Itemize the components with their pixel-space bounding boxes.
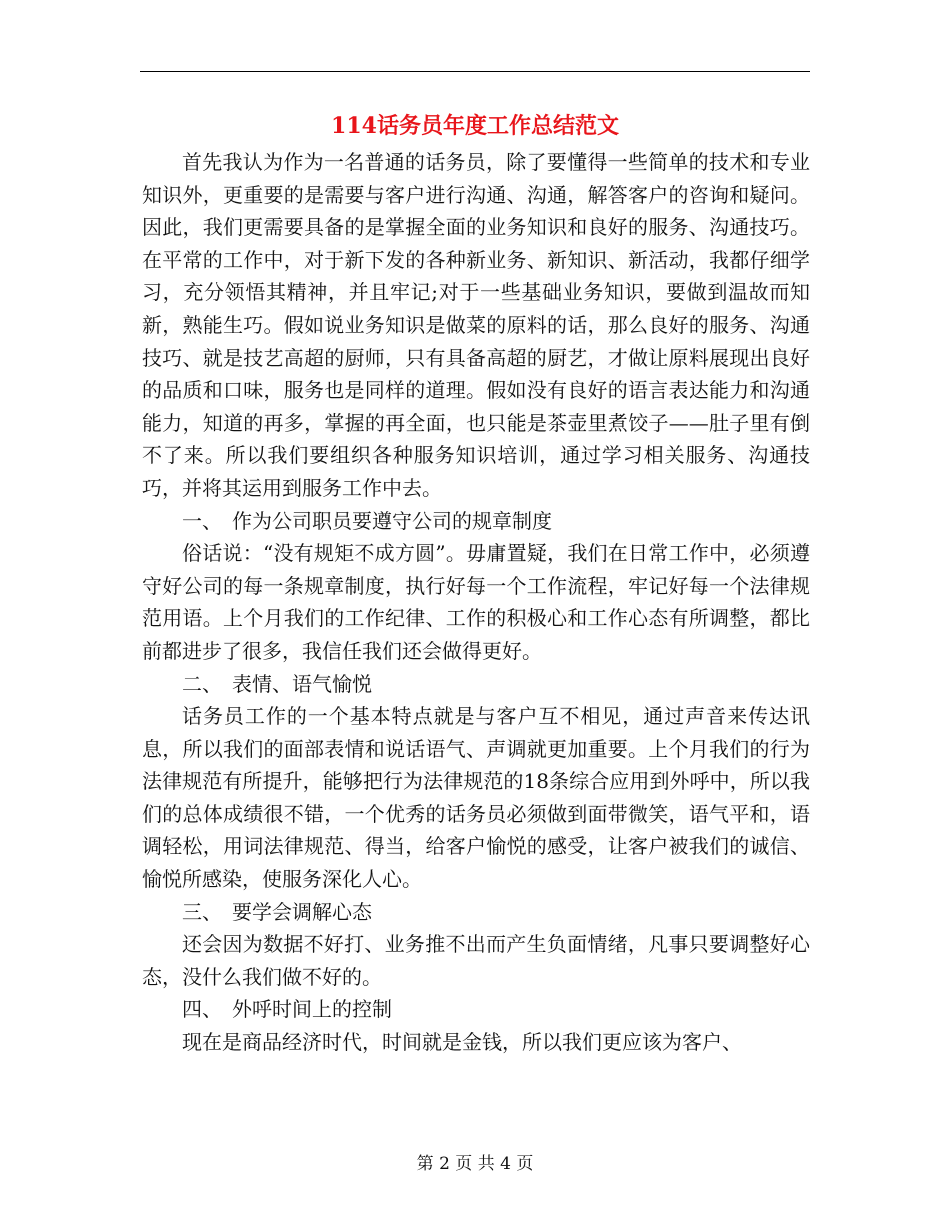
- paragraph-4: 现在是商品经济时代，时间就是金钱，所以我们更应该为客户、: [182, 1030, 742, 1055]
- paragraph-1: 俗话说：“没有规矩不成方圆”。毋庸置疑，我们在日常工作中，必须遵守好公司的每一条规章制度，执行好每一个工作流程，牢记好每一个法律规范用语。上个月我们的工作纪律、工作的积极心和工作心态有所调整，都比前都进步了很多，我信任我们还会做得更好。: [142, 541, 810, 663]
- section-heading-3: 三、 要学会调解心态: [182, 899, 372, 924]
- document-body: [142, 146, 810, 1059]
- section-heading-4: 四、 外呼时间上的控制: [182, 997, 392, 1022]
- header-rule: [140, 71, 810, 72]
- paragraph-intro: 首先我认为作为一名普通的话务员，除了要懂得一些简单的技术和专业知识外，更重要的是需要与客户进行沟通、沟通，解答客户的咨询和疑问。因此，我们更需要具备的是掌握全面的业务知识和良好的服务、沟通技巧。在平常的工作中，对于新下发的各种新业务、新知识、新活动，我都仔细学习，充分领悟其精神，并且牢记;对于一些基础业务知识，要做到温故而知新，熟能生巧。假如说业务知识是做菜的原料的话，那么良好的服务、沟通技巧、就是技艺高超的厨师，只有具备高超的厨艺，才做让原料展现出良好的品质和口味，服务也是同样的道理。假如没有良好的语言表达能力和沟通能力，知道的再多，掌握的再全面，也只能是茶壶里煮饺子——肚子里有倒不了来。所以我们要组织各种服务知识培训，通过学习相关服务、沟通技巧，并将其运用到服务工作中去。: [142, 150, 810, 500]
- document-title: 114话务员年度工作总结范文: [331, 113, 619, 139]
- page-number: 第 2 页 共 4 页: [416, 1154, 534, 1174]
- section-heading-2: 二、 表情、语气愉悦: [182, 671, 372, 696]
- section-heading-1: 一、 作为公司职员要遵守公司的规章制度: [182, 508, 552, 533]
- paragraph-3: 还会因为数据不好打、业务推不出而产生负面情绪，凡事只要调整好心态，没什么我们做不好的。: [142, 932, 810, 989]
- paragraph-2: 话务员工作的一个基本特点就是与客户互不相见，通过声音来传达讯息，所以我们的面部表情和说话语气、声调就更加重要。上个月我们的行为法律规范有所提升，能够把行为法律规范的18条综合应用到外呼中，所以我们的总体成绩很不错，一个优秀的话务员必须做到面带微笑，语气平和，语调轻松，用词法律规范、得当，给客户愉悦的感受，让客户被我们的诚信、愉悦所感染，使服务深化人心。: [142, 704, 810, 892]
